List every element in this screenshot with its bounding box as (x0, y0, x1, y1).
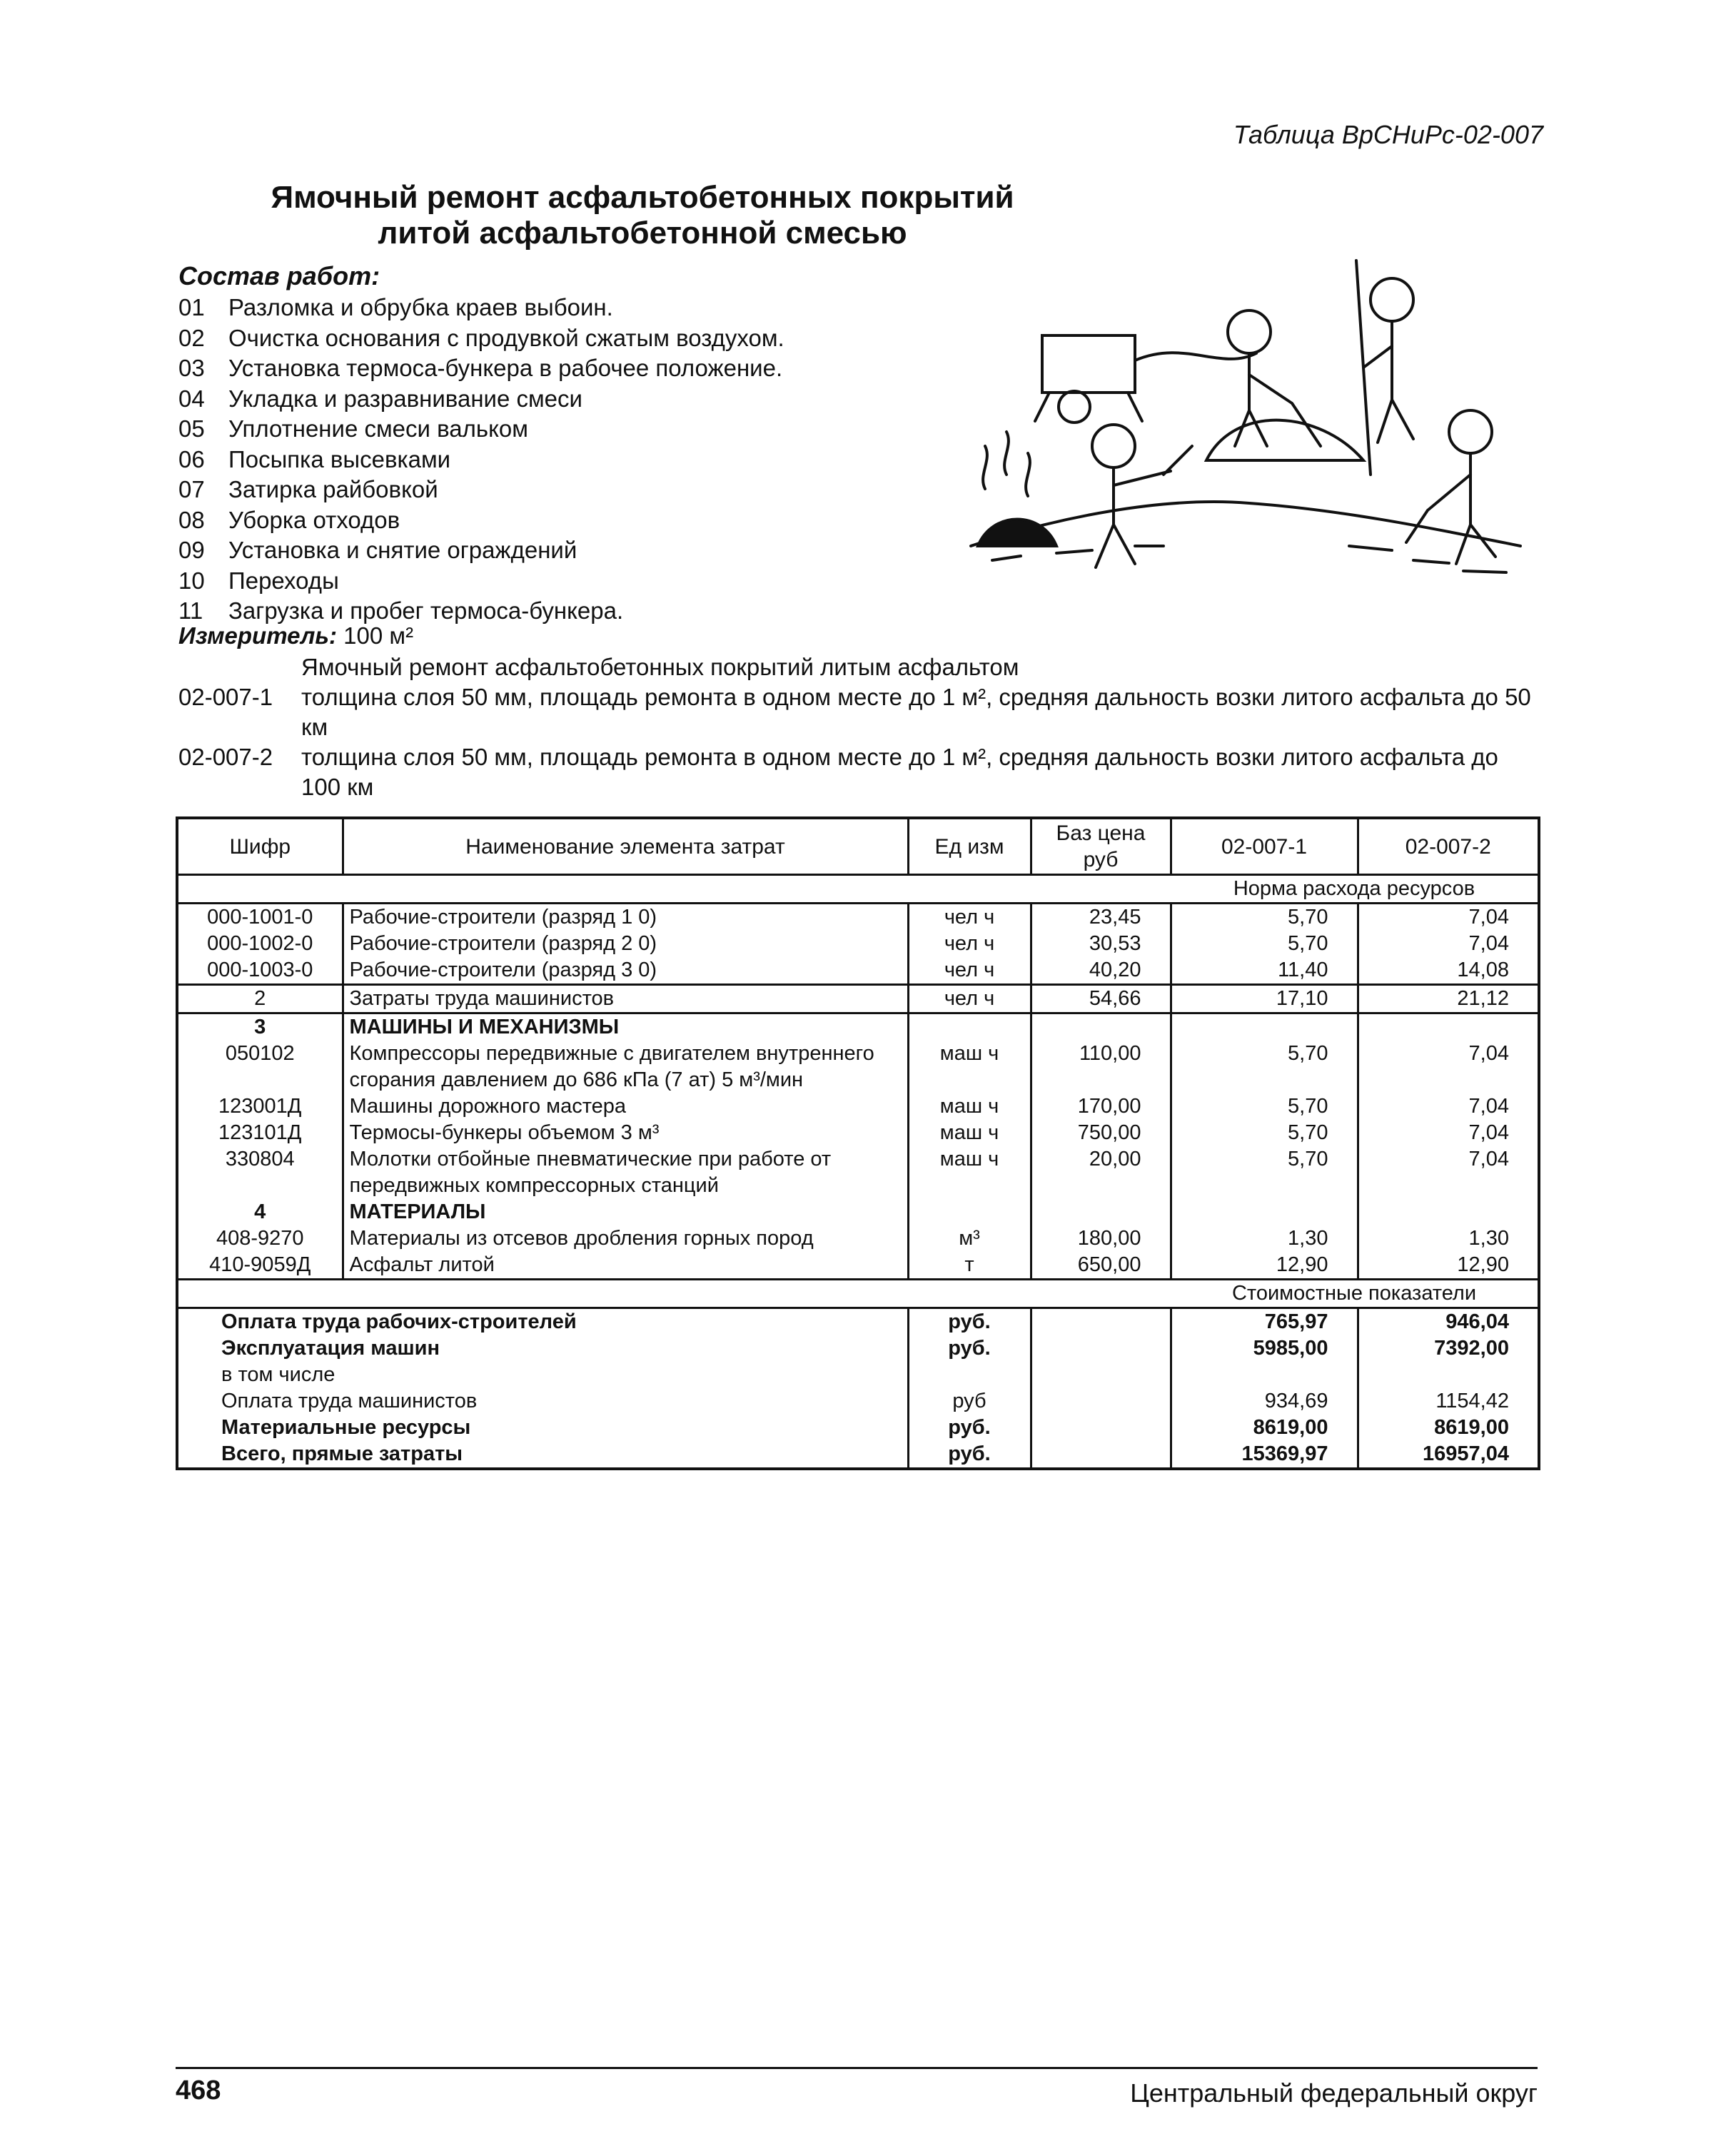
cell-value (1358, 1013, 1539, 1041)
cell-price: 110,00 (1031, 1041, 1171, 1093)
title-line-1: Ямочный ремонт асфальтобетонных покрытий (271, 180, 1014, 215)
cell-value: 7,04 (1358, 931, 1539, 957)
summary-row (177, 1388, 1539, 1415)
cell-price (1031, 1013, 1171, 1041)
table-row (177, 1146, 1539, 1199)
table-row (177, 904, 1539, 931)
cell-value: 5985,00 (1171, 1335, 1358, 1362)
cell-unit: руб. (908, 1415, 1031, 1441)
cell-unit: руб. (908, 1308, 1031, 1336)
section-row (177, 1280, 1539, 1308)
cell-value: 765,97 (1171, 1308, 1358, 1336)
list-item: 01 Разломка и обрубка краев выбоин. (178, 294, 613, 320)
list-item: 03 Установка термоса-бункера в рабочее положение. (178, 355, 783, 381)
cell-name: Материальные ресурсы (177, 1415, 908, 1441)
list-item: 07 Затирка райбовкой (178, 476, 438, 502)
footer-divider (176, 2067, 1538, 2069)
cell-price: 54,66 (1031, 985, 1171, 1013)
page-number: 468 (176, 2075, 221, 2105)
variant-text: толщина слоя 50 мм, площадь ремонта в одном месте до 1 м², средняя дальность возки литого асфальта до 50 км (301, 684, 1531, 740)
cell-price: 180,00 (1031, 1225, 1171, 1252)
meter-label: Измеритель: (178, 622, 337, 649)
cell-value: 7,04 (1358, 1041, 1539, 1093)
cell-name: Затраты труда машинистов (343, 985, 908, 1013)
cell-code: 3 (177, 1013, 343, 1041)
works-heading: Состав работ: (178, 261, 380, 290)
cell-value: 14,08 (1358, 957, 1539, 985)
table-row (177, 931, 1539, 957)
list-item: 11 Загрузка и пробег термоса-бункера. (178, 597, 624, 624)
cell-name: Машины дорожного мастера (343, 1093, 908, 1120)
cell-price: 20,00 (1031, 1146, 1171, 1199)
cell-value: 5,70 (1171, 931, 1358, 957)
cell-value: 7392,00 (1358, 1335, 1539, 1362)
table-header (177, 818, 1539, 875)
cell-code: 330804 (177, 1146, 343, 1199)
cell-empty (1031, 1415, 1171, 1441)
summary-row (177, 1308, 1539, 1336)
variant-code: 02-007-1 (178, 684, 273, 710)
cell-price: 40,20 (1031, 957, 1171, 985)
cell-empty (1031, 1441, 1171, 1469)
cell-code: 410-9059Д (177, 1252, 343, 1280)
cell-unit: м³ (908, 1225, 1031, 1252)
cell-unit: руб. (908, 1335, 1031, 1362)
cell-unit (908, 1362, 1031, 1388)
table-row (177, 1199, 1539, 1225)
cell-unit: маш ч (908, 1146, 1031, 1199)
cell-value: 15369,97 (1171, 1441, 1358, 1469)
cell-code: 000-1002-0 (177, 931, 343, 957)
list-item: 04 Укладка и разравнивание смеси (178, 385, 582, 412)
cell-name: Асфальт литой (343, 1252, 908, 1280)
section-label: Стоимостные показатели (1171, 1280, 1539, 1308)
cell-code: 4 (177, 1199, 343, 1225)
cell-name: МАТЕРИАЛЫ (343, 1199, 908, 1225)
table-row (177, 1252, 1539, 1280)
cell-value: 16957,04 (1358, 1441, 1539, 1469)
cell-value: 7,04 (1358, 1146, 1539, 1199)
table-row (177, 1225, 1539, 1252)
column-header: Ед изм (908, 818, 1031, 875)
cell-value (1171, 1199, 1358, 1225)
cell-name: в том числе (177, 1362, 908, 1388)
cell-value: 17,10 (1171, 985, 1358, 1013)
cell-value: 5,70 (1171, 904, 1358, 931)
cell-value: 7,04 (1358, 904, 1539, 931)
cell-name: Всего, прямые затраты (177, 1441, 908, 1469)
cell-unit: маш ч (908, 1093, 1031, 1120)
cell-price: 170,00 (1031, 1093, 1171, 1120)
cell-value: 5,70 (1171, 1146, 1358, 1199)
cell-value: 12,90 (1358, 1252, 1539, 1280)
cell-value: 11,40 (1171, 957, 1358, 985)
footer-region: Центральный федеральный округ (1130, 2078, 1538, 2108)
list-item: 10 Переходы (178, 567, 339, 594)
cell-value: 8619,00 (1358, 1415, 1539, 1441)
list-item: 06 Посыпка высевками (178, 445, 451, 472)
cell-price: 650,00 (1031, 1252, 1171, 1280)
cell-code: 408-9270 (177, 1225, 343, 1252)
cell-value: 5,70 (1171, 1120, 1358, 1146)
summary-rows (177, 1308, 1539, 1470)
cell-empty (1031, 1335, 1171, 1362)
cell-value: 8619,00 (1171, 1415, 1358, 1441)
cell-unit (908, 1199, 1031, 1225)
cell-name: Компрессоры передвижные с двигателем внутреннего сгорания давлением до 686 кПа (7 ат) 5 м³/мин (343, 1041, 908, 1093)
cell-name: Оплата труда рабочих-строителей (177, 1308, 908, 1336)
cell-value: 1154,42 (1358, 1388, 1539, 1415)
cell-name: Молотки отбойные пневматические при работе от передвижных компрессорных станций (343, 1146, 908, 1199)
cell-name: Материалы из отсевов дробления горных пород (343, 1225, 908, 1252)
table-row (177, 957, 1539, 985)
cell-code: 050102 (177, 1041, 343, 1093)
cell-value: 1,30 (1358, 1225, 1539, 1252)
list-item: 05 Уплотнение смеси вальком (178, 415, 528, 442)
cell-value (1171, 1362, 1358, 1388)
table-row (177, 985, 1539, 1013)
cell-value: 7,04 (1358, 1093, 1539, 1120)
cell-unit: руб (908, 1388, 1031, 1415)
column-header: Баз цена руб (1031, 818, 1171, 875)
cell-code: 2 (177, 985, 343, 1013)
table-label: Таблица ВрСНиРс-02-007 (1233, 120, 1543, 149)
cell-code: 000-1003-0 (177, 957, 343, 985)
resource-rows (177, 904, 1539, 1280)
cell-code: 123001Д (177, 1093, 343, 1120)
cell-value: 21,12 (1358, 985, 1539, 1013)
cell-code: 000-1001-0 (177, 904, 343, 931)
document-title (228, 180, 1056, 251)
cell-value (1358, 1362, 1539, 1388)
cell-name: МАШИНЫ И МЕХАНИЗМЫ (343, 1013, 908, 1041)
title-line-2: литой асфальтобетонной смесью (378, 216, 907, 251)
table-row (177, 1041, 1539, 1093)
variant-text: толщина слоя 50 мм, площадь ремонта в одном месте до 1 м², средняя дальность возки литого асфальта до 100 км (301, 744, 1498, 800)
cell-unit: чел ч (908, 904, 1031, 931)
cell-unit: руб. (908, 1441, 1031, 1469)
cell-value: 946,04 (1358, 1308, 1539, 1336)
variant-code: 02-007-2 (178, 744, 273, 770)
column-header: Наименование элемента затрат (343, 818, 908, 875)
cell-value: 12,90 (1171, 1252, 1358, 1280)
cell-value: 7,04 (1358, 1120, 1539, 1146)
cell-price: 750,00 (1031, 1120, 1171, 1146)
summary-row (177, 1335, 1539, 1362)
cell-name: Эксплуатация машин (177, 1335, 908, 1362)
summary-row (177, 1362, 1539, 1388)
cell-price: 23,45 (1031, 904, 1171, 931)
table-row (177, 1093, 1539, 1120)
cell-value: 5,70 (1171, 1041, 1358, 1093)
cell-value: 934,69 (1171, 1388, 1358, 1415)
column-header: 02-007-1 (1171, 818, 1358, 875)
cell-unit (908, 1013, 1031, 1041)
cell-name: Термосы-бункеры объемом 3 м³ (343, 1120, 908, 1146)
summary-row (177, 1441, 1539, 1469)
cell-unit: чел ч (908, 931, 1031, 957)
column-header: Шифр (177, 818, 343, 875)
cell-name: Оплата труда машинистов (177, 1388, 908, 1415)
meter (178, 622, 413, 649)
table-row (177, 1120, 1539, 1146)
cell-unit: чел ч (908, 957, 1031, 985)
cell-unit: маш ч (908, 1041, 1031, 1093)
cell-unit: маш ч (908, 1120, 1031, 1146)
list-item: 08 Уборка отходов (178, 506, 400, 533)
cell-name: Рабочие-строители (разряд 2 0) (343, 931, 908, 957)
list-item: 02 Очистка основания с продувкой сжатым воздухом. (178, 324, 784, 351)
cell-empty (1031, 1308, 1171, 1336)
cell-name: Рабочие-строители (разряд 1 0) (343, 904, 908, 931)
column-header: 02-007-2 (1358, 818, 1539, 875)
cell-price: 30,53 (1031, 931, 1171, 957)
cell-code: 123101Д (177, 1120, 343, 1146)
section-row (177, 875, 1539, 904)
table-row (177, 1013, 1539, 1041)
works-list (178, 293, 784, 627)
cell-value (1358, 1199, 1539, 1225)
meter-value: 100 м² (343, 622, 414, 649)
cell-empty (1031, 1388, 1171, 1415)
road-workers-illustration (949, 246, 1542, 603)
description-heading: Ямочный ремонт асфальтобетонных покрытий литым асфальтом (301, 654, 1019, 680)
cell-price (1031, 1199, 1171, 1225)
resources-table (176, 816, 1540, 1470)
list-item: 09 Установка и снятие ограждений (178, 537, 577, 563)
cell-unit: т (908, 1252, 1031, 1280)
cell-empty (1031, 1362, 1171, 1388)
cell-value: 1,30 (1171, 1225, 1358, 1252)
cell-value: 5,70 (1171, 1093, 1358, 1120)
section-label: Норма расхода ресурсов (1171, 875, 1539, 904)
cell-name: Рабочие-строители (разряд 3 0) (343, 957, 908, 985)
cell-unit: чел ч (908, 985, 1031, 1013)
cell-value (1171, 1013, 1358, 1041)
summary-row (177, 1415, 1539, 1441)
